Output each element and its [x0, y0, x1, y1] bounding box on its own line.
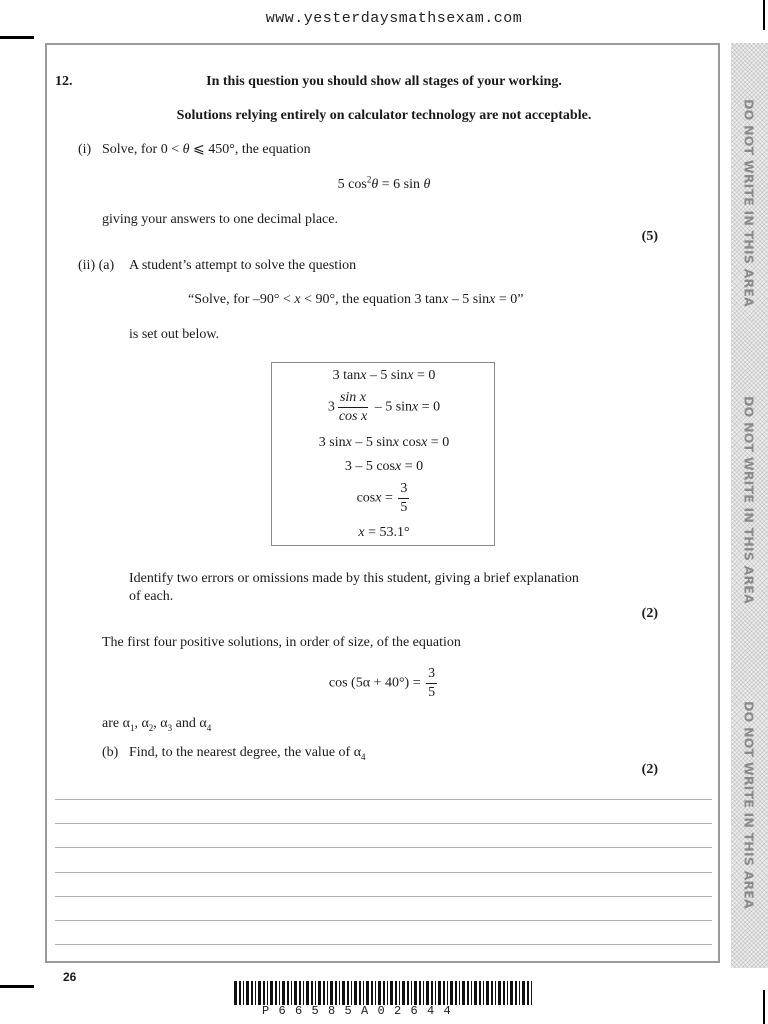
barcode-bar [347, 981, 349, 1005]
var-x: x [345, 435, 352, 450]
barcode-bar [519, 981, 520, 1005]
barcode-bar [375, 981, 376, 1005]
text: cos [356, 490, 376, 506]
text: – 5 sin [448, 292, 490, 307]
barcode-bar [522, 981, 525, 1005]
instruction-working: In this question you should show all stages of your working. [206, 74, 562, 89]
part-ii-b-find [129, 744, 366, 762]
barcode-bar [339, 981, 340, 1005]
part-ii-b-intro: The first four positive solutions, in order of size, of the equation [102, 635, 461, 650]
denominator: cos x [338, 409, 368, 424]
text: – 5 sin [371, 399, 413, 415]
barcode-bar [282, 981, 285, 1005]
instruction-calculator: Solutions relying entirely on calculator technology are not acceptable. [176, 108, 592, 123]
barcode-bar [306, 981, 309, 1005]
subscript: 1 [129, 722, 135, 733]
theta-symbol: θ [182, 142, 190, 157]
page-number: 26 [63, 970, 77, 984]
text: = 0 [418, 399, 441, 415]
barcode-bar [363, 981, 364, 1005]
text: and α [172, 716, 207, 731]
barcode-bar [390, 981, 393, 1005]
barcode-bar [303, 981, 304, 1005]
barcode-bar [510, 981, 513, 1005]
text: = [381, 490, 397, 506]
answer-line[interactable] [55, 872, 712, 873]
text: – 5 sin [351, 435, 393, 450]
barcode-bar [335, 981, 337, 1005]
subscript: 2 [148, 722, 154, 733]
answer-line[interactable] [55, 823, 712, 824]
barcode-bar [527, 981, 529, 1005]
answer-line[interactable] [55, 799, 712, 800]
theta-symbol: θ [423, 177, 431, 192]
barcode-bar [330, 981, 333, 1005]
barcode [234, 981, 534, 1005]
text: Find, to the nearest degree, the value of α [129, 745, 362, 760]
barcode-bar [354, 981, 357, 1005]
barcode-text: P66585A02644 [262, 1004, 461, 1018]
barcode-bar [515, 981, 517, 1005]
text: = 53.1° [364, 525, 410, 540]
part-ii-b-equation [329, 666, 439, 701]
text: cos (5α + 40°) = [328, 675, 425, 691]
var-x: x [489, 292, 496, 307]
text: 3 [327, 399, 335, 415]
crop-mark [763, 990, 765, 1024]
subscript: 3 [167, 722, 173, 733]
fraction [426, 666, 437, 701]
barcode-bar [287, 981, 289, 1005]
var-x: x [407, 368, 414, 383]
part-i-marks: (5) [641, 229, 658, 244]
question-number: 12. [55, 74, 73, 89]
margin-warning: DO NOT WRITE IN THIS AREA [741, 701, 757, 909]
text: Solve, for 0 < [102, 142, 183, 157]
text: “Solve, for –90° < [188, 292, 295, 307]
denominator: 5 [428, 685, 436, 700]
part-i-label: (i) [78, 142, 92, 157]
student-question-quote [188, 291, 523, 309]
barcode-bar [270, 981, 273, 1005]
part-ii-b-are [102, 715, 211, 733]
part-ii-b-label: (b) [102, 745, 119, 760]
barcode-bar [342, 981, 345, 1005]
barcode-bar [246, 981, 249, 1005]
barcode-bar [263, 981, 265, 1005]
answer-line[interactable] [55, 920, 712, 921]
text: 3 sin [318, 435, 346, 450]
barcode-bar [366, 981, 369, 1005]
text: 5 cos [337, 177, 367, 192]
working-line-3 [272, 435, 496, 451]
barcode-bar [435, 981, 436, 1005]
working-line-4 [272, 459, 496, 475]
barcode-bar [426, 981, 429, 1005]
denominator: 5 [400, 500, 408, 515]
fraction [337, 390, 369, 425]
barcode-bar [438, 981, 441, 1005]
text: = 0 [427, 435, 450, 450]
barcode-bar [399, 981, 400, 1005]
barcode-bar [275, 981, 277, 1005]
fraction [398, 481, 409, 516]
barcode-bar [462, 981, 465, 1005]
text: are α [102, 716, 130, 731]
text: – 5 sin [366, 368, 408, 383]
working-line-5 [272, 481, 496, 516]
barcode-bar [267, 981, 268, 1005]
barcode-bar [315, 981, 316, 1005]
working-line-2 [272, 390, 496, 425]
barcode-bar [294, 981, 297, 1005]
text: = 0 [413, 368, 436, 383]
barcode-bar [351, 981, 352, 1005]
part-ii-b-marks: (2) [641, 762, 658, 777]
barcode-bar [471, 981, 472, 1005]
barcode-bar [407, 981, 409, 1005]
barcode-bar [291, 981, 292, 1005]
barcode-bar [459, 981, 460, 1005]
barcode-bar [371, 981, 373, 1005]
barcode-bar [318, 981, 321, 1005]
identify-text-line-1: Identify two errors or omissions made by this student, giving a brief explanation [129, 571, 579, 586]
text: 3 tan [332, 368, 361, 383]
var-x: x [412, 399, 419, 415]
barcode-bar [419, 981, 421, 1005]
theta-symbol: θ [371, 177, 379, 192]
barcode-bar [359, 981, 361, 1005]
text: 3 – 5 cos [344, 459, 396, 474]
barcode-bar [483, 981, 484, 1005]
part-i-text [102, 141, 311, 159]
site-url: www.yesterdaysmathsexam.com [265, 10, 523, 27]
superscript: 2 [366, 174, 372, 185]
var-x: x [421, 435, 428, 450]
barcode-bar [234, 981, 237, 1005]
barcode-bar [255, 981, 256, 1005]
crop-mark [0, 36, 34, 39]
var-x: x [375, 490, 382, 506]
barcode-bar [495, 981, 496, 1005]
barcode-bar [447, 981, 448, 1005]
answer-line[interactable] [55, 847, 712, 848]
margin-warning: DO NOT WRITE IN THIS AREA [741, 99, 757, 307]
barcode-bar [258, 981, 261, 1005]
answer-line[interactable] [55, 944, 712, 945]
barcode-bar [531, 981, 532, 1005]
var-x: x [392, 435, 399, 450]
numerator: sin x [338, 390, 368, 408]
set-out-text: is set out below. [129, 327, 220, 342]
subscript: 4 [206, 722, 212, 733]
identify-text-line-2: of each. [129, 589, 174, 604]
var-x: x [395, 459, 402, 474]
barcode-bar [423, 981, 424, 1005]
barcode-bar [395, 981, 397, 1005]
text: , α [153, 716, 168, 731]
barcode-bar [467, 981, 469, 1005]
barcode-bar [503, 981, 505, 1005]
crop-mark [0, 985, 34, 988]
barcode-bar [474, 981, 477, 1005]
var-x: x [358, 525, 365, 540]
part-i-giving: giving your answers to one decimal place. [102, 212, 338, 227]
student-working-box [271, 362, 495, 546]
working-line-6 [272, 525, 496, 541]
numerator: 3 [398, 481, 409, 499]
barcode-bar [327, 981, 328, 1005]
numerator: 3 [426, 666, 437, 684]
barcode-bar [443, 981, 445, 1005]
var-x: x [294, 292, 301, 307]
barcode-bar [383, 981, 385, 1005]
text: = 6 sin [378, 177, 424, 192]
barcode-bar [299, 981, 301, 1005]
barcode-bar [243, 981, 244, 1005]
part-ii-a-text: A student’s attempt to solve the question [129, 258, 357, 273]
subscript: 4 [361, 751, 366, 762]
barcode-bar [455, 981, 457, 1005]
barcode-bar [431, 981, 433, 1005]
text: , α [134, 716, 149, 731]
answer-line[interactable] [55, 896, 712, 897]
text: = 0” [495, 292, 524, 307]
barcode-bar [450, 981, 453, 1005]
barcode-bar [498, 981, 501, 1005]
barcode-bar [323, 981, 325, 1005]
text: < 90°, the equation 3 tan [300, 292, 443, 307]
part-ii-a-marks: (2) [641, 606, 658, 621]
barcode-bar [239, 981, 241, 1005]
barcode-bar [402, 981, 405, 1005]
barcode-bar [491, 981, 493, 1005]
barcode-bar [387, 981, 388, 1005]
barcode-bar [414, 981, 417, 1005]
barcode-bar [311, 981, 313, 1005]
text: = 0 [401, 459, 424, 474]
barcode-bar [279, 981, 280, 1005]
margin-warning: DO NOT WRITE IN THIS AREA [741, 396, 757, 604]
text: cos [398, 435, 422, 450]
barcode-bar [507, 981, 508, 1005]
part-ii-a-label: (ii) (a) [78, 258, 115, 273]
var-x: x [360, 368, 367, 383]
var-x: x [442, 292, 449, 307]
part-i-equation [338, 176, 431, 194]
working-line-1 [272, 368, 496, 384]
barcode-bar [378, 981, 381, 1005]
barcode-bar [411, 981, 412, 1005]
barcode-bar [251, 981, 253, 1005]
barcode-bar [479, 981, 481, 1005]
barcode-bar [486, 981, 489, 1005]
text: ⩽ 450°, the equation [189, 142, 311, 157]
